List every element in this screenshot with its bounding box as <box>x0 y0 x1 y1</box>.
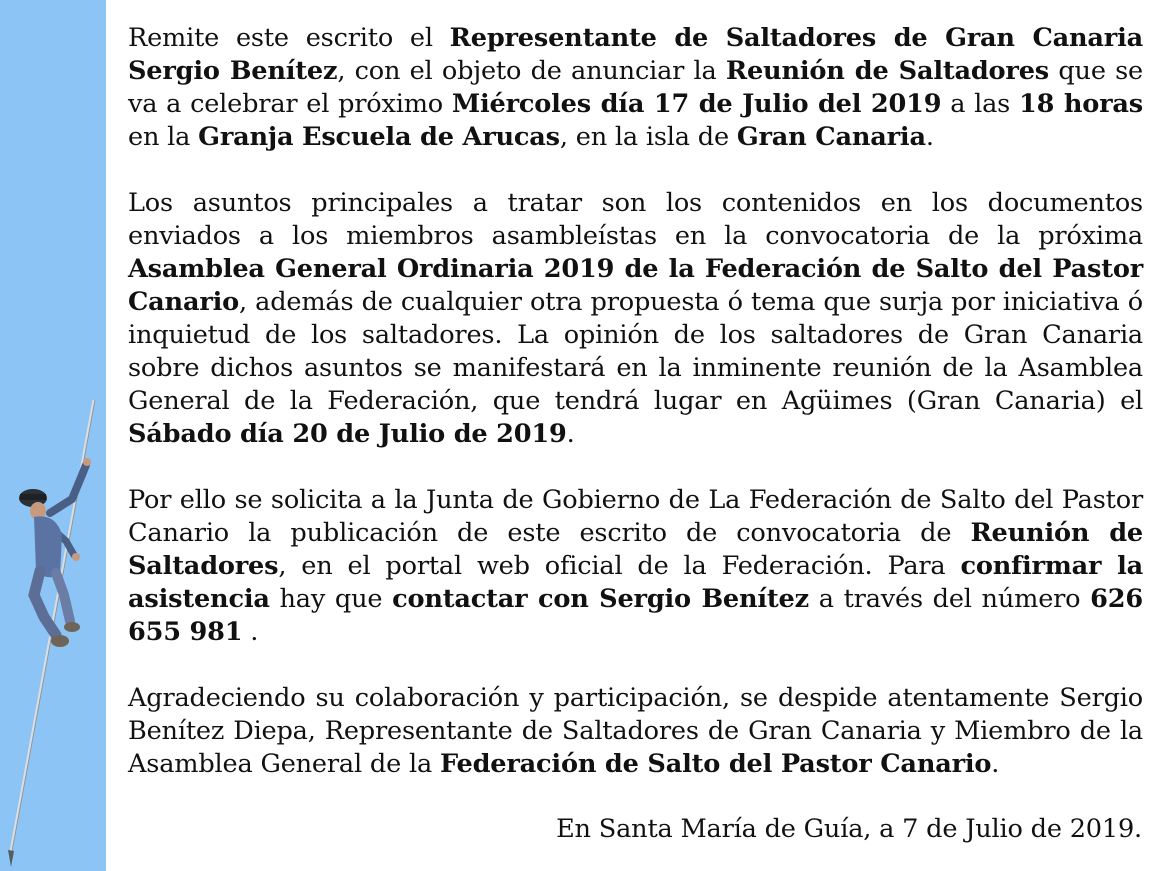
place-and-date: En Santa María de Guía, a 7 de Julio de 2019. <box>556 814 1142 844</box>
body-text: a las <box>941 89 1019 119</box>
bold-text: confirmar la asistencia <box>128 551 1143 614</box>
body-text: en la <box>128 122 199 152</box>
body-text: . <box>991 749 1000 779</box>
body-text: , en la isla de <box>559 122 737 152</box>
bold-text: Asamblea General Ordinaria 2019 de la Federación de Salto del Pastor Canario <box>128 254 1143 317</box>
bold-text: 18 horas <box>1018 89 1143 119</box>
body-text: , además de cualquier otra propuesta ó tema que surja por iniciativa ó inquietud de los saltadores. La opinión de los saltadores de Gran Canaria sobre dichos asuntos se manifestará en la inminente reunión de la Asamblea General de la Federación, que tendrá lugar en Agüimes (Gran Canaria) el <box>128 287 1143 416</box>
paragraph-agenda <box>128 187 1143 451</box>
bold-text: Granja Escuela de Arucas <box>198 122 560 152</box>
body-text: . <box>925 122 934 152</box>
body-text: Agradeciendo su colaboración y participación, se despide atentamente Sergio Benítez Diepa, Representante de Saltadores de Gran Canaria y Miembro de la Asamblea General de la <box>128 683 1143 779</box>
bold-text: Reunión de Saltadores <box>128 518 1143 581</box>
bold-text: contactar con Sergio Benítez <box>392 584 809 614</box>
body-text: , en el portal web oficial de la Federación. Para <box>278 551 961 581</box>
bold-text: Federación de Salto del Pastor Canario <box>439 749 992 779</box>
paragraph-request <box>128 484 1143 649</box>
paragraph-announcement <box>128 22 1143 154</box>
paragraph-farewell <box>128 682 1143 781</box>
body-text: que se va a celebrar el próximo <box>128 56 1143 119</box>
body-text: Los asuntos principales a tratar son los contenidos en los documentos enviados a los miembros asambleístas en la convocatoria de la próxima <box>128 188 1143 251</box>
body-text: . <box>566 419 575 449</box>
bold-text: Miércoles día 17 de Julio del 2019 <box>451 89 942 119</box>
bold-text: Reunión de Saltadores <box>725 56 1050 86</box>
bold-text: Representante de Saltadores de Gran Canaria Sergio Benítez <box>128 23 1143 86</box>
letter-body <box>128 22 1143 814</box>
body-text: a través del número <box>808 584 1091 614</box>
body-text: , con el objeto de anunciar la <box>337 56 726 86</box>
bold-text: 626 655 981 <box>128 584 1143 647</box>
body-text: Por ello se solicita a la Junta de Gobierno de La Federación de Salto del Pastor Canario la publicación de este escrito de convocatoria de <box>128 485 1143 548</box>
bold-text: Gran Canaria <box>736 122 926 152</box>
body-text: Remite este escrito el <box>128 23 450 53</box>
body-text: hay que <box>269 584 393 614</box>
pole-vaulter-icon <box>0 395 106 871</box>
bold-text: Sábado día 20 de Julio de 2019 <box>128 419 567 449</box>
body-text: . <box>242 617 259 647</box>
